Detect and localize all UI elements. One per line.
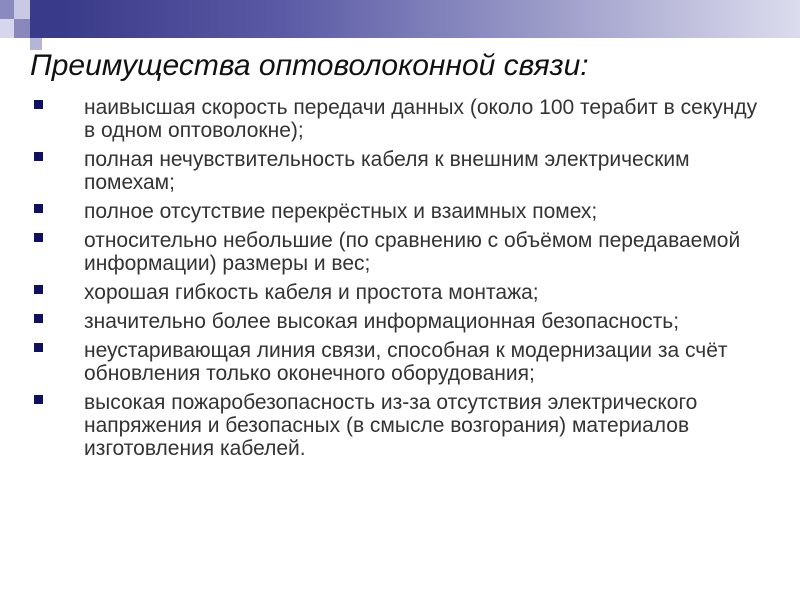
square-bullet-icon: [34, 152, 43, 161]
list-item: [30, 200, 770, 223]
list-item-text: полное отсутствие перекрёстных и взаимных помех;: [84, 200, 598, 223]
header-decoration: [0, 0, 800, 38]
list-item-text: высокая пожаробезопасность из-за отсутствия электрического напряжения и безопасных (в смысле возгорания) материалов изготовления кабелей.: [84, 391, 698, 460]
list-item: [30, 281, 770, 304]
square-bullet-icon: [34, 233, 43, 242]
list-item: [30, 391, 770, 460]
slide-title: Преимущества оптоволоконной связи:: [30, 49, 589, 82]
list-item-text: полная нечувствительность кабеля к внешним электрическим помехам;: [84, 148, 690, 194]
square-bullet-icon: [34, 395, 43, 404]
decor-square: [0, 0, 14, 19]
decor-square: [14, 19, 30, 38]
list-item-text: наивысшая скорость передачи данных (около 100 терабит в секунду в одном оптоволокне);: [84, 96, 758, 142]
list-item-text: неустаривающая линия связи, способная к модернизации за счёт обновления только оконечного оборудования;: [84, 339, 728, 385]
square-bullet-icon: [34, 100, 43, 109]
decor-square: [30, 0, 62, 38]
bullet-list: [30, 96, 770, 466]
decor-square: [14, 0, 30, 19]
square-bullet-icon: [34, 314, 43, 323]
header-gradient-band: [62, 0, 800, 38]
square-bullet-icon: [34, 285, 43, 294]
list-item: [30, 229, 770, 275]
list-item: [30, 96, 770, 142]
decor-square: [0, 19, 14, 38]
list-item-text: значительно более высокая информационная безопасность;: [84, 310, 680, 333]
list-item-text: относительно небольшие (по сравнению с объёмом передаваемой информации) размеры и вес;: [84, 229, 741, 275]
list-item: [30, 148, 770, 194]
square-bullet-icon: [34, 343, 43, 352]
list-item: [30, 339, 770, 385]
list-item: [30, 310, 770, 333]
square-bullet-icon: [34, 204, 43, 213]
list-item-text: хорошая гибкость кабеля и простота монтажа;: [84, 281, 539, 304]
